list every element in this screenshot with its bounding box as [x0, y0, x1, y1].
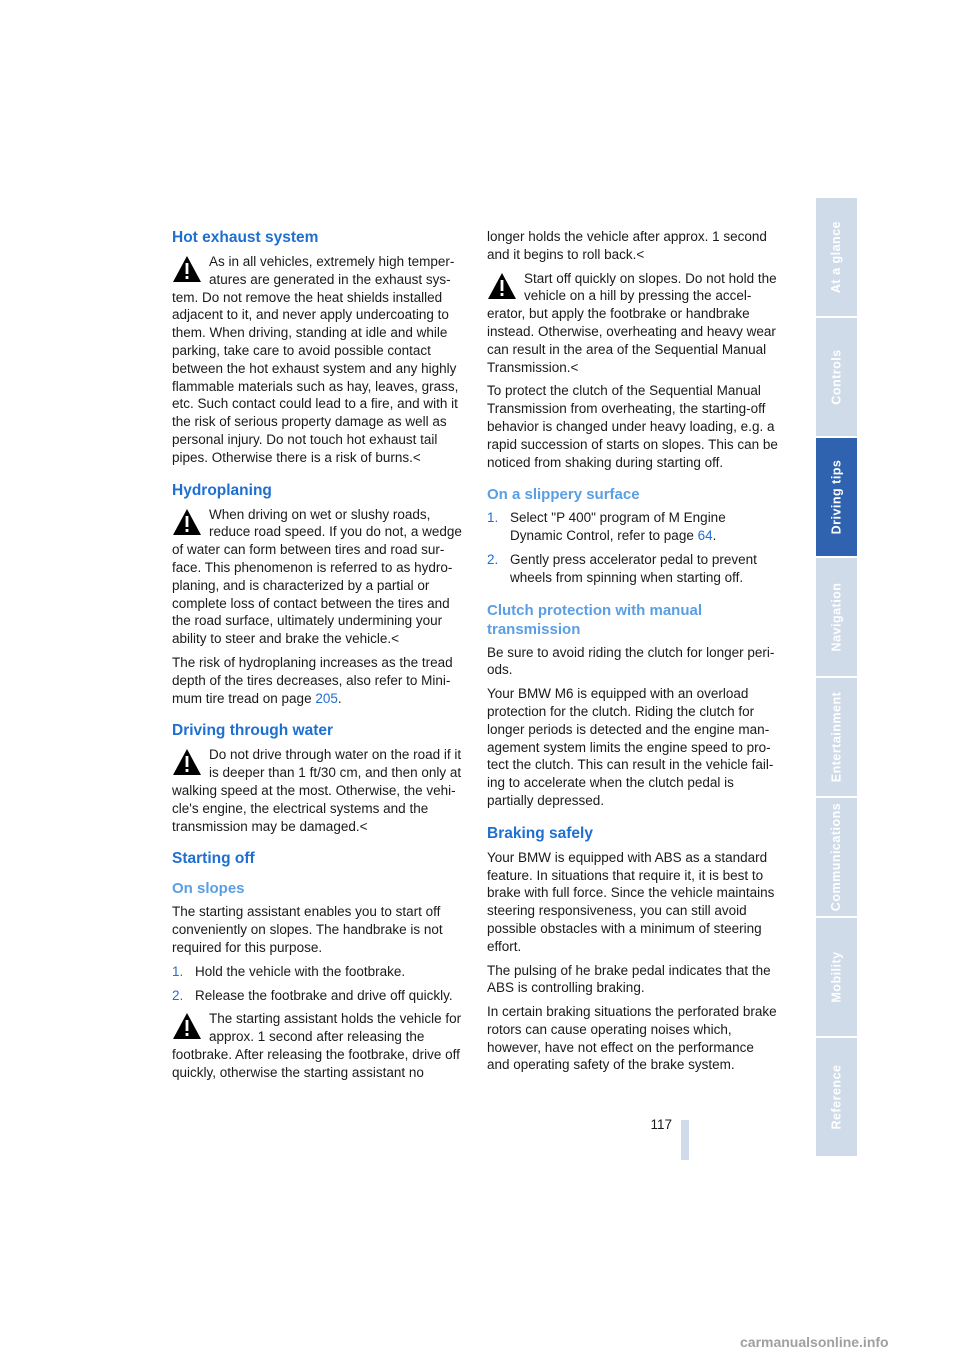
paragraph-text: longer holds the vehicle after approx. 1 second and it begins to roll back. — [487, 229, 767, 262]
paragraph-clutch-2: Your BMW M6 is equipped with an overload protection for the clutch. Riding the clutch for longer periods is detected and the engine management system limits the engine speed to protect the clutch. This can result in the vehicle failing to accelerate when the clutch pedal is partially depressed. — [487, 686, 774, 808]
tab-label: Communications — [829, 802, 844, 912]
warning-hot-exhaust — [172, 253, 464, 467]
tab-entertainment[interactable] — [816, 678, 857, 796]
list-item — [172, 963, 464, 981]
page-link-64[interactable]: 64 — [697, 528, 713, 544]
tab-at-a-glance[interactable] — [816, 198, 857, 316]
chapter-sidebar — [816, 198, 857, 1160]
paragraph-braking-1: Your BMW is equipped with ABS as a standard feature. In situations that require it, it is best to brake with full force. Since the vehicle maintains steering responsiveness, you can still avoid possible obstacles with a minimum of steering effort. — [487, 849, 775, 954]
heading-starting-off: Starting off — [172, 850, 255, 868]
paragraph-starting-intro: The starting assistant enables you to start off conveniently on slopes. The handbrake is not required for this purpose. — [172, 904, 443, 955]
warning-starting-assistant — [172, 1010, 464, 1081]
tab-controls[interactable] — [816, 318, 857, 436]
list-text: Select "P 400" program of M Engine Dynamic Control, refer to page — [510, 510, 726, 544]
list-text: Release the footbrake and drive off quickly. — [195, 987, 453, 1003]
tab-label: Entertainment — [829, 691, 844, 783]
paragraph-smt: To protect the clutch of the Sequential Manual Transmission from overheating, the starting-off behavior is changed under heavy loading, e.g. a rapid succession of starts on slopes. This can be noticed from shaking during starting off. — [487, 383, 778, 470]
list-number: 2. — [487, 551, 499, 567]
right-column — [487, 228, 779, 1080]
paragraph-text: The risk of hydroplaning increases as the tread depth of the tires decreases, also refer to Minimum tire tread on page — [172, 654, 453, 706]
heading-hot-exhaust: Hot exhaust system — [172, 229, 319, 246]
tab-navigation[interactable] — [816, 558, 857, 676]
tab-label: Reference — [829, 1064, 844, 1130]
tab-label: Mobility — [829, 951, 844, 1003]
paragraph-continued — [487, 228, 779, 264]
page-link-205[interactable]: 205 — [315, 690, 338, 706]
heading-braking-safely: Braking safely — [487, 824, 593, 842]
list-text: Hold the vehicle with the footbrake. — [195, 963, 406, 979]
heading-slippery-surface: On a slippery surface — [487, 486, 640, 504]
list-end: . — [712, 528, 717, 544]
list-number: 2. — [172, 987, 184, 1003]
end-mark: < — [636, 246, 645, 262]
warning-triangle-icon — [172, 748, 202, 776]
tab-communications[interactable] — [816, 798, 857, 916]
end-mark: < — [359, 818, 368, 834]
warning-text: Start off quickly on slopes. Do not hold the vehicle on a hill by pressing the accelerator, but apply the footbrake or handbrake instead. Otherwise, overheating and heavy wear can result in the area of the Sequential Manual Transmission. — [487, 270, 777, 375]
paragraph-end: . — [337, 690, 342, 706]
warning-triangle-icon — [172, 1012, 202, 1040]
list-number: 1. — [172, 963, 184, 979]
list-item — [487, 509, 779, 545]
end-mark: < — [570, 359, 579, 375]
tab-driving-tips[interactable] — [816, 438, 857, 556]
end-mark: < — [391, 631, 400, 647]
paragraph-clutch-1: Be sure to avoid riding the clutch for longer periods. — [487, 644, 775, 678]
tab-reference[interactable] — [816, 1038, 857, 1156]
paragraph-braking-2: The pulsing of he brake pedal indicates that the ABS is controlling braking. — [487, 962, 771, 996]
warning-text: The starting assistant holds the vehicle for approx. 1 second after releasing the footbrake. After releasing the footbrake, drive off quickly, otherwise the starting assistant no — [172, 1011, 462, 1080]
heading-hydroplaning: Hydroplaning — [172, 481, 272, 499]
list-item — [487, 551, 779, 587]
page-marker-bar — [681, 1120, 689, 1160]
warning-text: When driving on wet or slushy roads, reduce road speed. If you do not, a wedge of water can form between tires and road surface. This phenomenon is referred to as hydroplaning, and is characterized by a partial or complete loss of contact between the tires and the road surface, ultimately undermining your ability to steer and brake the vehicle. — [172, 506, 462, 647]
paragraph-braking-3: In certain braking situations the perforated brake rotors can cause operating noises which, however, have not effect on the performance and operating safety of the brake system. — [487, 1004, 777, 1073]
warning-triangle-icon — [172, 508, 202, 536]
list-text: Gently press accelerator pedal to prevent wheels from spinning when starting off. — [510, 551, 757, 585]
warning-text: Do not drive through water on the road if it is deeper than 1 ft/30 cm, and then only at walking speed at the most. Otherwise, the vehicle's engine, the electrical systems and the transmission may be damaged. — [172, 747, 462, 834]
warning-water — [172, 746, 464, 835]
heading-driving-through-water: Driving through water — [172, 722, 334, 740]
paragraph-hydroplaning — [172, 654, 464, 707]
list-number: 1. — [487, 510, 499, 526]
tab-mobility[interactable] — [816, 918, 857, 1036]
tab-label: Navigation — [829, 582, 844, 652]
end-mark: < — [412, 449, 421, 465]
warning-triangle-icon — [487, 272, 517, 300]
warning-text: As in all vehicles, extremely high temperatures are generated in the exhaust system. Do not remove the heat shields installed adjacent to it, and never apply undercoating to them. When driving, standing at idle and while parking, take care to avoid possible contact between the hot exhaust system and any highly flammable materials such as hay, leaves, grass, etc. Such contact could lead to a fire, and with it the risk of serious property damage as well as personal injury. Do not touch hot exhaust tail pipes. Otherwise there is a risk of burns. — [172, 254, 459, 465]
tab-label: At a glance — [829, 220, 844, 294]
tab-label: Driving tips — [829, 459, 844, 535]
warning-triangle-icon — [172, 255, 202, 283]
subheading-on-slopes: On slopes — [172, 880, 245, 898]
warning-slopes — [487, 270, 779, 377]
watermark: carmanualsonline.info — [740, 1334, 889, 1350]
heading-clutch-protection: Clutch protection with manual transmission — [487, 601, 703, 638]
list-item — [172, 987, 464, 1005]
tab-label: Controls — [829, 349, 844, 405]
warning-hydroplaning — [172, 506, 464, 648]
page-number: 117 — [650, 1117, 672, 1132]
left-column — [172, 228, 464, 1087]
